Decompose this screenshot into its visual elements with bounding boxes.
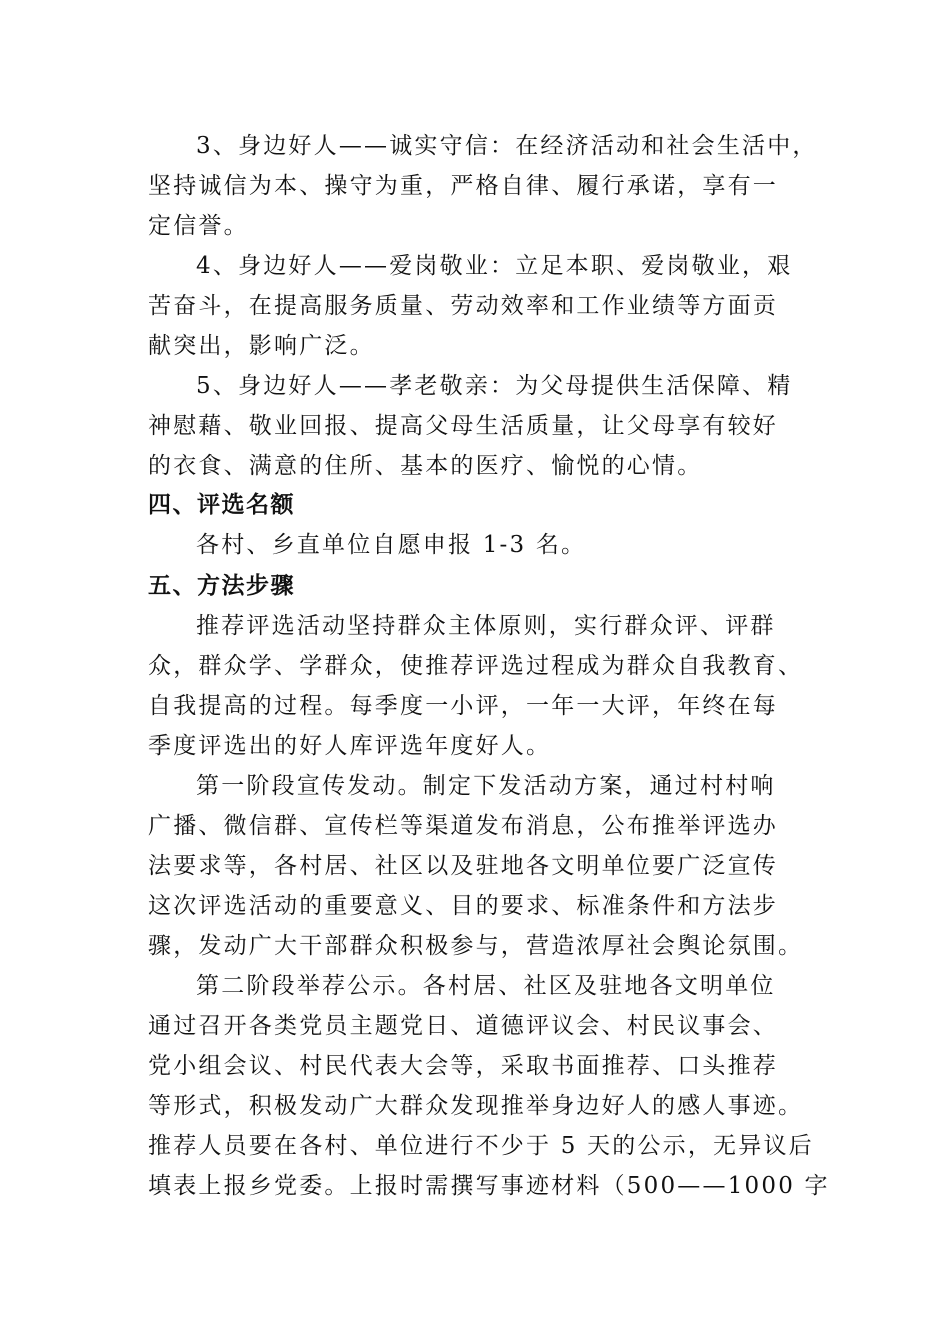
stage-two-line-3: 党小组会议、村民代表大会等，采取书面推荐、口头推荐: [148, 1053, 778, 1079]
stage-one-line-2: 广播、微信群、宣传栏等渠道发布消息，公布推举评选办: [148, 813, 778, 839]
paragraph-4-line-1: 4、身边好人——爱岗敬业：立足本职、爱岗敬业，艰: [196, 253, 793, 279]
stage-two-line-4: 等形式，积极发动广大群众发现推举身边好人的感人事迹。: [148, 1093, 804, 1119]
paragraph-4-line-2: 苦奋斗，在提高服务质量、劳动效率和工作业绩等方面贡: [148, 293, 778, 319]
stage-one-line-5: 骤，发动广大干部群众积极参与，营造浓厚社会舆论氛围。: [148, 933, 804, 959]
paragraph-3-line-1: 3、身边好人——诚实守信：在经济活动和社会生活中，: [196, 133, 818, 159]
methods-paragraph-line-3: 自我提高的过程。每季度一小评，一年一大评，年终在每: [148, 693, 778, 719]
stage-two-line-6: 填表上报乡党委。上报时需撰写事迹材料（500——1000 字: [148, 1173, 830, 1199]
stage-one-line-1: 第一阶段宣传发动。制定下发活动方案，通过村村响: [196, 773, 776, 799]
stage-one-line-4: 这次评选活动的重要意义、目的要求、标准条件和方法步: [148, 893, 778, 919]
stage-two-line-5: 推荐人员要在各村、单位进行不少于 5 天的公示，无异议后: [148, 1133, 814, 1159]
quota-paragraph: 各村、乡直单位自愿申报 1-3 名。: [196, 532, 587, 558]
paragraph-3-line-2: 坚持诚信为本、操守为重，严格自律、履行承诺，享有一: [148, 173, 778, 199]
paragraph-5-line-1: 5、身边好人——孝老敬亲：为父母提供生活保障、精: [196, 373, 793, 399]
stage-two-line-1: 第二阶段举荐公示。各村居、社区及驻地各文明单位: [196, 973, 776, 999]
stage-two-line-2: 通过召开各类党员主题党日、道德评议会、村民议事会、: [148, 1013, 778, 1039]
section-heading-quota: 四、评选名额: [148, 492, 295, 518]
paragraph-5-line-2: 神慰藉、敬业回报、提高父母生活质量，让父母享有较好: [148, 413, 778, 439]
paragraph-4-line-3: 献突出，影响广泛。: [148, 333, 375, 359]
section-heading-methods: 五、方法步骤: [148, 573, 295, 599]
paragraph-3-line-3: 定信誉。: [148, 213, 249, 239]
paragraph-5-line-3: 的衣食、满意的住所、基本的医疗、愉悦的心情。: [148, 453, 703, 479]
methods-paragraph-line-2: 众，群众学、学群众，使推荐评选过程成为群众自我教育、: [148, 653, 804, 679]
methods-paragraph-line-4: 季度评选出的好人库评选年度好人。: [148, 733, 552, 759]
stage-one-line-3: 法要求等，各村居、社区以及驻地各文明单位要广泛宣传: [148, 853, 778, 879]
methods-paragraph-line-1: 推荐评选活动坚持群众主体原则，实行群众评、评群: [196, 613, 776, 639]
